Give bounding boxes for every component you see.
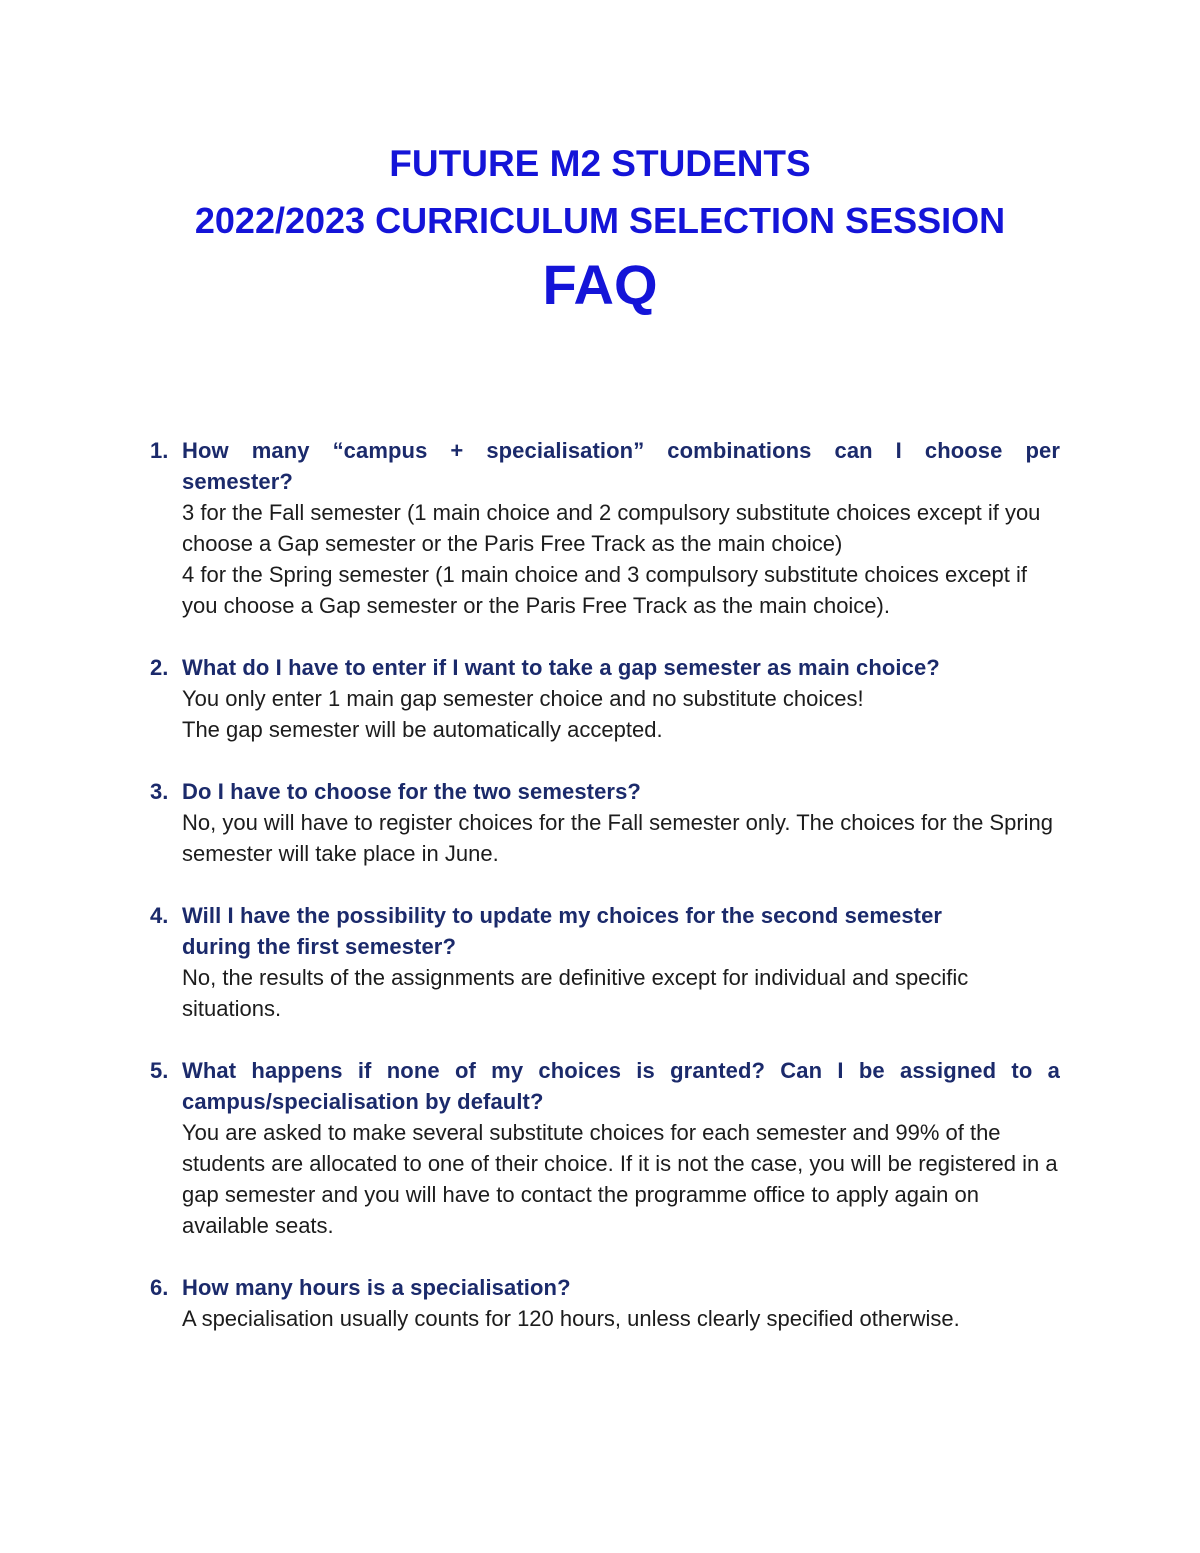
faq-answer [182, 962, 1060, 1024]
faq-item-5 [150, 1055, 1060, 1241]
faq-answer-paragraph: No, you will have to register choices for the Fall semester only. The choices for the Spring semester will take place in June. [182, 810, 1054, 866]
faq-answer [182, 497, 1060, 621]
faq-answer-paragraph: You are asked to make several substitute choices for each semester and 99% of the students are allocated to one of their choice. If it is not the case, you will be registered in a gap semester and you will have to contact the programme office to apply again on available seats. [182, 1120, 1058, 1238]
faq-answer [182, 1303, 1060, 1334]
faq-list [150, 435, 1060, 1334]
faq-answer-paragraph: You only enter 1 main gap semester choice and no substitute choices! [182, 686, 864, 711]
faq-item-1 [150, 435, 1060, 621]
faq-answer-paragraph: A specialisation usually counts for 120 hours, unless clearly specified otherwise. [182, 1306, 960, 1331]
faq-number: 4. [150, 903, 169, 928]
faq-answer [182, 1117, 1060, 1241]
faq-item-2 [150, 652, 1060, 745]
faq-number: 5. [150, 1058, 169, 1083]
faq-question: Do I have to choose for the two semesters? [182, 779, 641, 804]
faq-answer-paragraph: No, the results of the assignments are definitive except for individual and specific situations. [182, 965, 969, 1021]
faq-question: What do I have to enter if I want to take a gap semester as main choice? [182, 655, 940, 680]
faq-question: What happens if none of my choices is granted? Can I be assigned to a campus/specialisation by default? [182, 1058, 1060, 1114]
faq-item-3 [150, 776, 1060, 869]
faq-number: 1. [150, 438, 169, 463]
faq-item-4 [150, 900, 1060, 1024]
faq-question: How many “campus + specialisation” combinations can I choose per semester? [182, 438, 1060, 494]
faq-number: 2. [150, 655, 169, 680]
faq-answer-paragraph: 3 for the Fall semester (1 main choice and 2 compulsory substitute choices except if you choose a Gap semester or the Paris Free Track as the main choice) [182, 500, 1041, 556]
faq-number: 3. [150, 779, 169, 804]
faq-answer-paragraph: 4 for the Spring semester (1 main choice and 3 compulsory substitute choices except if you choose a Gap semester or the Paris Free Track as the main choice). [182, 562, 1027, 618]
document-title-line-2: 2022/2023 CURRICULUM SELECTION SESSION [194, 200, 1006, 241]
faq-question: Will I have the possibility to update my choices for the second semester during the first semester? [182, 903, 943, 959]
faq-answer [182, 683, 1060, 745]
faq-question: How many hours is a specialisation? [182, 1275, 571, 1300]
document-title-line-1: FUTURE M2 STUDENTS [389, 143, 811, 184]
faq-answer-paragraph: The gap semester will be automatically accepted. [182, 717, 663, 742]
faq-answer [182, 807, 1060, 869]
faq-number: 6. [150, 1275, 169, 1300]
document-title-faq: FAQ [542, 253, 658, 316]
faq-item-6 [150, 1272, 1060, 1334]
